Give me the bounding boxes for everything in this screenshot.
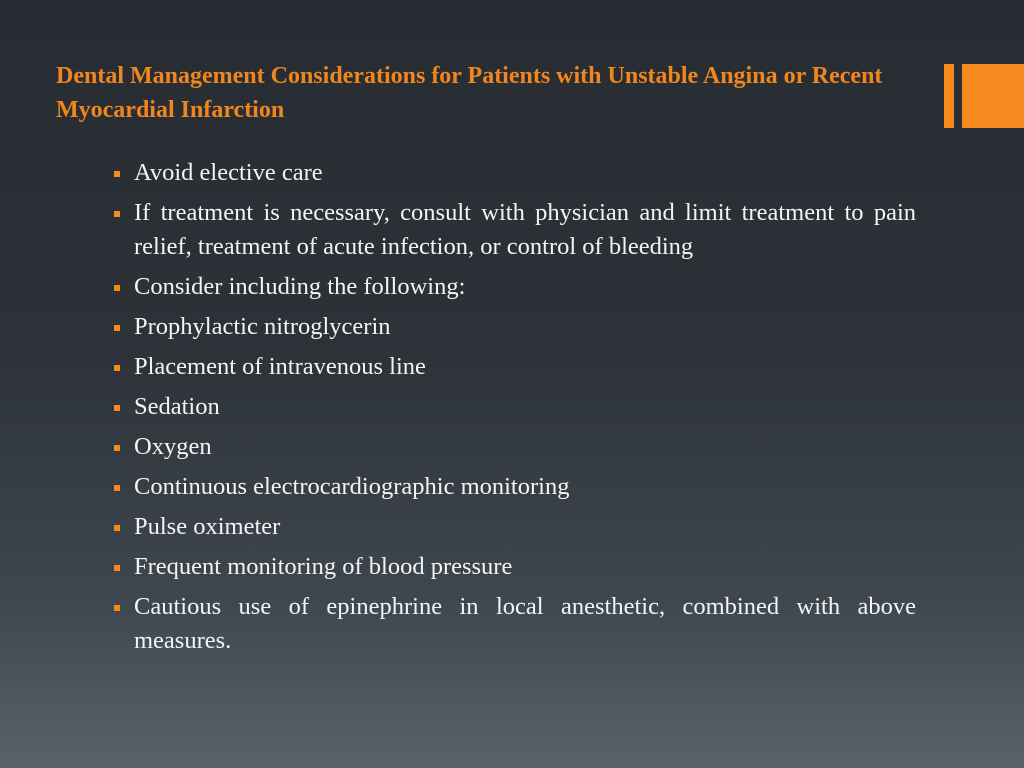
square-bullet-icon bbox=[114, 565, 120, 571]
bullet-text: If treatment is necessary, consult with physician and limit treatment to pain relief, treatment of acute infection, or control of bleeding bbox=[134, 199, 916, 260]
bullet-text: Avoid elective care bbox=[134, 159, 323, 186]
square-bullet-icon bbox=[114, 405, 120, 411]
square-bullet-icon bbox=[114, 171, 120, 177]
square-bullet-icon bbox=[114, 525, 120, 531]
bullet-item bbox=[114, 590, 916, 658]
accent-bar-thin bbox=[944, 64, 954, 128]
bullet-text: Frequent monitoring of blood pressure bbox=[134, 553, 513, 580]
bullet-text: Pulse oximeter bbox=[134, 513, 281, 540]
square-bullet-icon bbox=[114, 285, 120, 291]
slide-title: Dental Management Considerations for Patients with Unstable Angina or Recent Myocardial Infarction bbox=[56, 63, 883, 123]
square-bullet-icon bbox=[114, 365, 120, 371]
bullet-text: Oxygen bbox=[134, 433, 212, 460]
bullet-item bbox=[114, 390, 916, 424]
bullet-item bbox=[114, 310, 916, 344]
square-bullet-icon bbox=[114, 605, 120, 611]
bullet-item bbox=[114, 270, 916, 304]
bullet-item bbox=[114, 156, 916, 190]
accent-bar-wide bbox=[962, 64, 1024, 128]
square-bullet-icon bbox=[114, 325, 120, 331]
bullet-text: Placement of intravenous line bbox=[134, 353, 426, 380]
square-bullet-icon bbox=[114, 445, 120, 451]
bullet-text: Continuous electrocardiographic monitoring bbox=[134, 473, 570, 500]
bullet-text: Prophylactic nitroglycerin bbox=[134, 313, 391, 340]
bullet-text: Cautious use of epinephrine in local anesthetic, combined with above measures. bbox=[134, 593, 916, 654]
bullet-list bbox=[114, 156, 916, 664]
bullet-item bbox=[114, 196, 916, 264]
square-bullet-icon bbox=[114, 485, 120, 491]
bullet-item bbox=[114, 550, 916, 584]
bullet-item bbox=[114, 510, 916, 544]
bullet-text: Consider including the following: bbox=[134, 273, 466, 300]
bullet-text: Sedation bbox=[134, 393, 220, 420]
bullet-item bbox=[114, 430, 916, 464]
bullet-item bbox=[114, 470, 916, 504]
square-bullet-icon bbox=[114, 211, 120, 217]
bullet-item bbox=[114, 350, 916, 384]
